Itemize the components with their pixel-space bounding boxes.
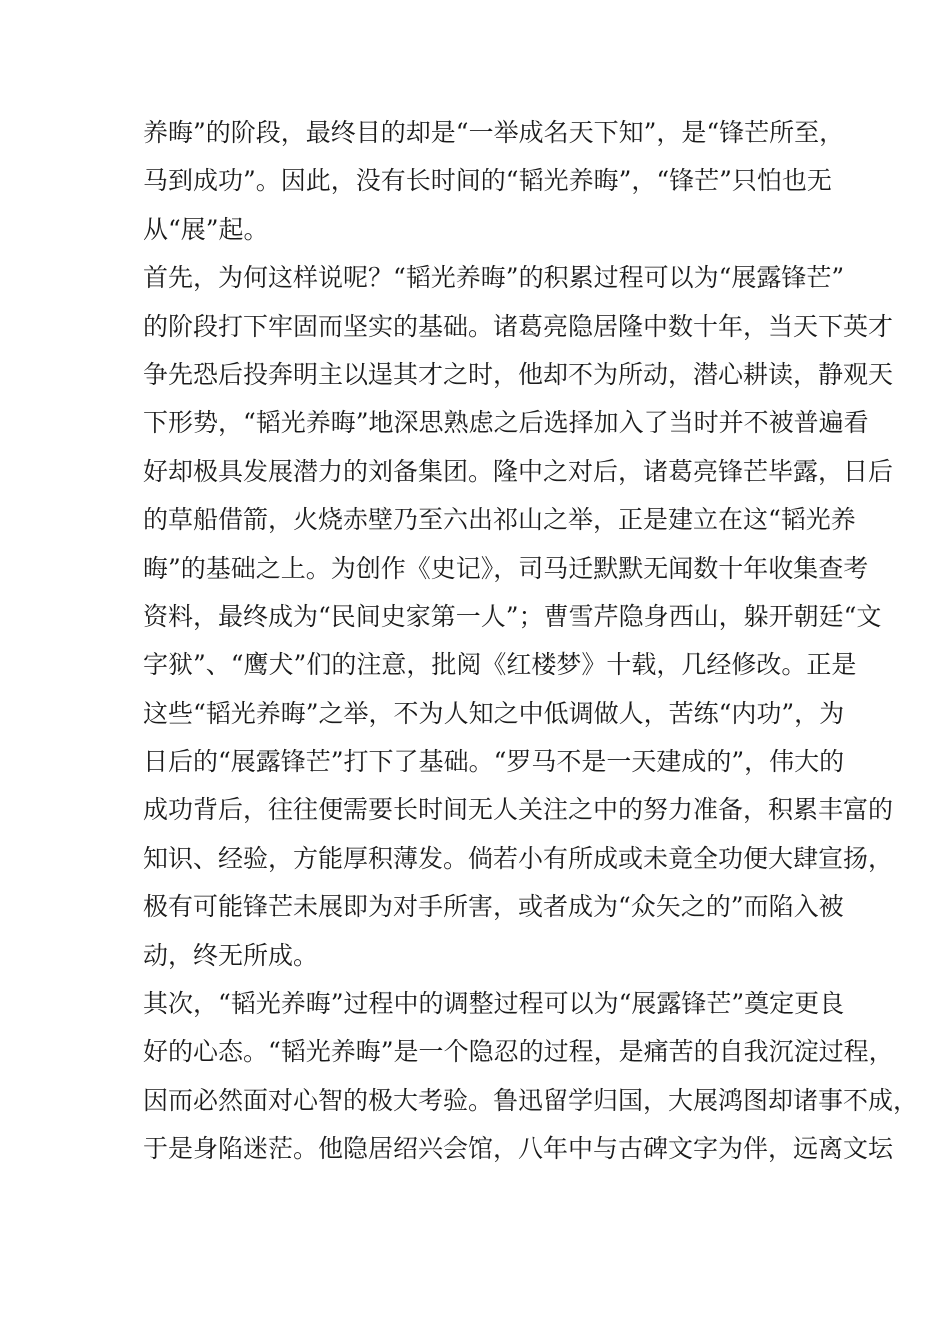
paragraph-second-point — [143, 980, 919, 1174]
text-line: 的阶段打下牢固而坚实的基础。诸葛亮隐居隆中数十年，当天下英才 — [143, 311, 894, 341]
text-line: 的草船借箭，火烧赤壁乃至六出祁山之举，正是建立在这“韬光养 — [143, 505, 856, 535]
body-text — [143, 109, 919, 1174]
text-line: 资料，最终成为“民间史家第一人”；曹雪芹隐身西山，躲开朝廷“文 — [143, 601, 882, 631]
text-line: 日后的“展露锋芒”打下了基础。“罗马不是一天建成的”，伟大的 — [143, 747, 845, 777]
text-line: 于是身陷迷茫。他隐居绍兴会馆，八年中与古碑文字为伴，远离文坛 — [143, 1134, 894, 1164]
text-line: 好却极具发展潜力的刘备集团。隆中之对后，诸葛亮锋芒毕露，日后 — [143, 456, 894, 486]
text-line: 首先，为何这样说呢？“韬光养晦”的积累过程可以为“展露锋芒” — [143, 263, 845, 293]
text-line: 从“展”起。 — [143, 214, 269, 244]
text-line: 动，终无所成。 — [143, 940, 319, 970]
text-line: 养晦”的阶段，最终目的却是“一举成名天下知”，是“锋芒所至， — [143, 118, 845, 147]
text-line: 成功背后，往往便需要长时间无人关注之中的努力准备，积累丰富的 — [143, 795, 894, 825]
text-line: 知识、经验，方能厚积薄发。倘若小有所成或未竟全功便大肆宣扬， — [143, 843, 894, 873]
text-line: 因而必然面对心智的极大考验。鲁迅留学归国，大展鸿图却诸事不成， — [143, 1085, 919, 1115]
text-line: 好的心态。“韬光养晦”是一个隐忍的过程，是痛苦的自我沉淀过程， — [143, 1037, 894, 1067]
text-line: 争先恐后投奔明主以逞其才之时，他却不为所动，潜心耕读，静观天 — [143, 359, 894, 389]
text-line: 下形势，“韬光养晦”地深思熟虑之后选择加入了当时并不被普遍看 — [143, 408, 869, 438]
text-line: 马到成功”。因此，没有长时间的“韬光养晦”，“锋芒”只怕也无 — [143, 166, 832, 196]
text-line: 极有可能锋芒未展即为对手所害，或者成为“众矢之的”而陷入被 — [143, 892, 844, 922]
paragraph-continuation — [143, 109, 845, 254]
text-line: 这些“韬光养晦”之举，不为人知之中低调做人，苦练“内功”，为 — [143, 698, 845, 728]
paragraph-first-point — [143, 254, 894, 980]
text-line: 其次，“韬光养晦”过程中的调整过程可以为“展露锋芒”奠定更良 — [143, 989, 845, 1019]
text-line: 字狱”、“鹰犬”们的注意，批阅《红楼梦》十载，几经修改。正是 — [143, 650, 857, 680]
text-line: 晦”的基础之上。为创作《史记》，司马迁默默无闻数十年收集查考 — [143, 553, 869, 583]
